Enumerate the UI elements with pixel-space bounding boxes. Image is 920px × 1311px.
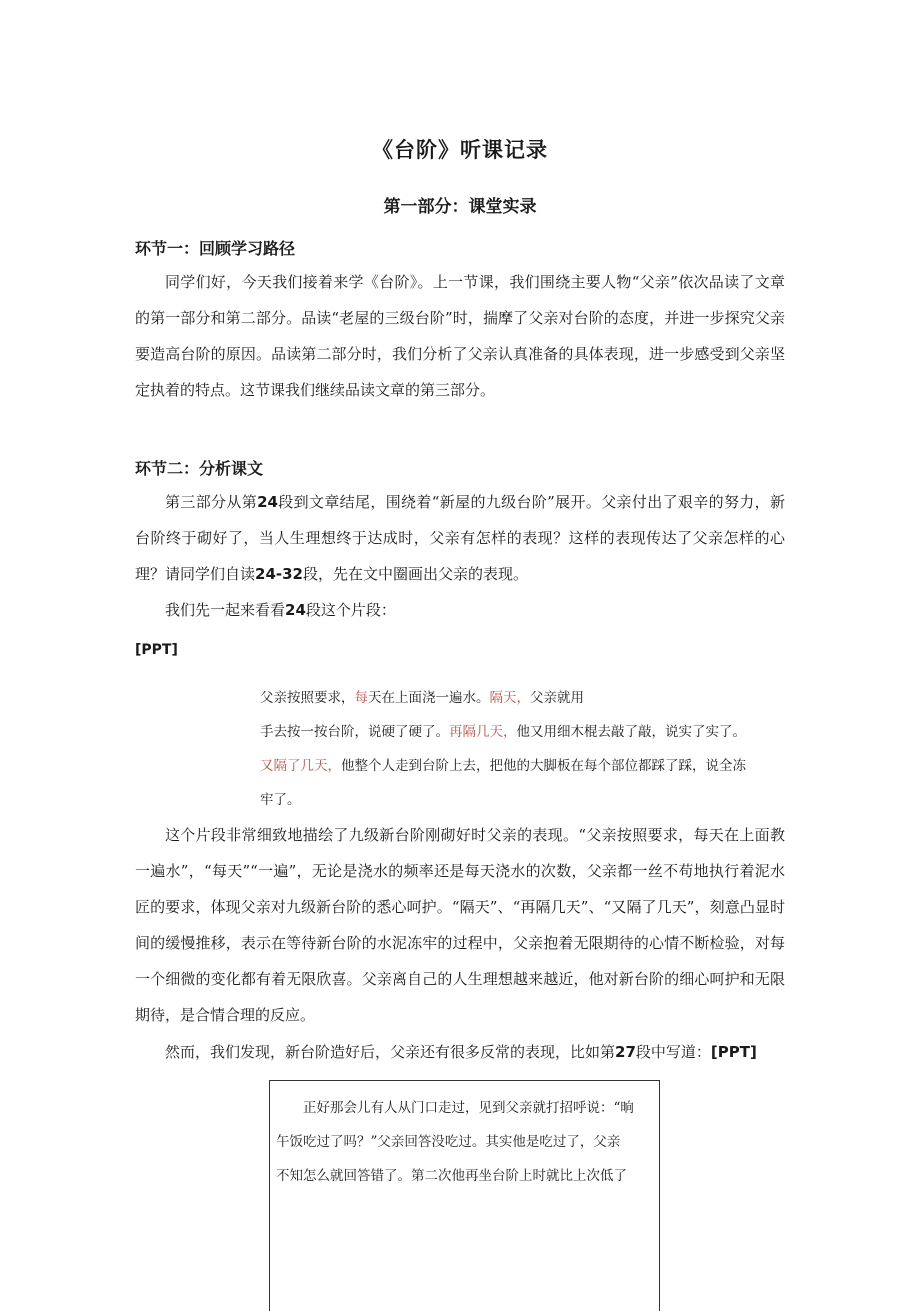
- section2-paragraph-2: 我们先一起来看看24段这个片段：: [165, 601, 396, 619]
- quote-line-2: 手去按一按台阶，说硬了硬了。再隔几天，他又用细木棍去敲了敲，说实了实了。: [260, 724, 746, 740]
- section2-paragraph-4: 然而，我们发现，新台阶造好后，父亲还有很多反常的表现，比如第27段中写道：[PPT]: [165, 1043, 757, 1061]
- box-line-1: 正好那会儿有人从门口走过，见到父亲就打招呼说：“晌: [303, 1100, 634, 1116]
- part-heading: 第一部分：课堂实录: [383, 197, 537, 217]
- quote-line-3: 又隔了几天，他整个人走到台阶上去，把他的大脚板在每个部位都踩了踩，说全冻: [260, 758, 746, 774]
- quote-line-1: 父亲按照要求，每天在上面浇一遍水。隔天，父亲就用: [260, 690, 584, 706]
- section2-paragraph-3: 这个片段非常细致地描绘了九级新台阶刚砌好时父亲的表现。“父亲按照要求，每天在上面教一遍水”，“每天”“一遍”，无论是浇水的频率还是每天浇水的次数，父亲都一丝不苟地执行着泥水匠的要求，体现父亲对九级新台阶的悉心呵护。“隔天”、“再隔几天”、“又隔了几天”，刻意凸显时间的缓慢推移，表示在等待新台阶的水泥冻牢的过程中，父亲抱着无限期待的心情不断检验，对每一个细微的变化都有着无限欣喜。父亲离自己的人生理想越来越近，他对新台阶的细心呵护和无限期待，是合情合理的反应。: [135, 826, 785, 1024]
- section-heading-1: 环节一：回顾学习路径: [135, 239, 296, 258]
- document-title: 《台阶》听课记录: [372, 138, 548, 162]
- section1-paragraph: 同学们好，今天我们接着来学《台阶》。上一节课，我们围绕主要人物“父亲”依次品读了文章的第一部分和第二部分。品读“老屋的三级台阶”时，揣摩了父亲对台阶的态度，并进一步探究父亲要造高台阶的原因。品读第二部分时，我们分析了父亲认真准备的具体表现，进一步感受到父亲坚定执着的特点。这节课我们继续品读文章的第三部分。: [135, 273, 785, 399]
- quote-line-4: 牢了。: [260, 792, 301, 808]
- ppt-marker-1: [PPT]: [135, 642, 178, 658]
- section2-paragraph-1: 第三部分从第24段到文章结尾，围绕着“新屋的九级台阶”展开。父亲付出了艰辛的努力，新台阶终于砌好了，当人生理想终于达成时，父亲有怎样的表现？这样的表现传达了父亲怎样的心理？请同学们自读24-32段，先在文中圈画出父亲的表现。: [135, 493, 785, 583]
- box-line-3: 不知怎么就回答错了。第二次他再坐台阶上时就比上次低了: [276, 1168, 627, 1184]
- section-heading-2: 环节二：分析课文: [135, 459, 264, 478]
- quote-box-27: [269, 1080, 660, 1311]
- box-line-2: 午饭吃过了吗？”父亲回答没吃过。其实他是吃过了，父亲: [276, 1134, 621, 1150]
- quote-excerpt-24: [260, 681, 805, 817]
